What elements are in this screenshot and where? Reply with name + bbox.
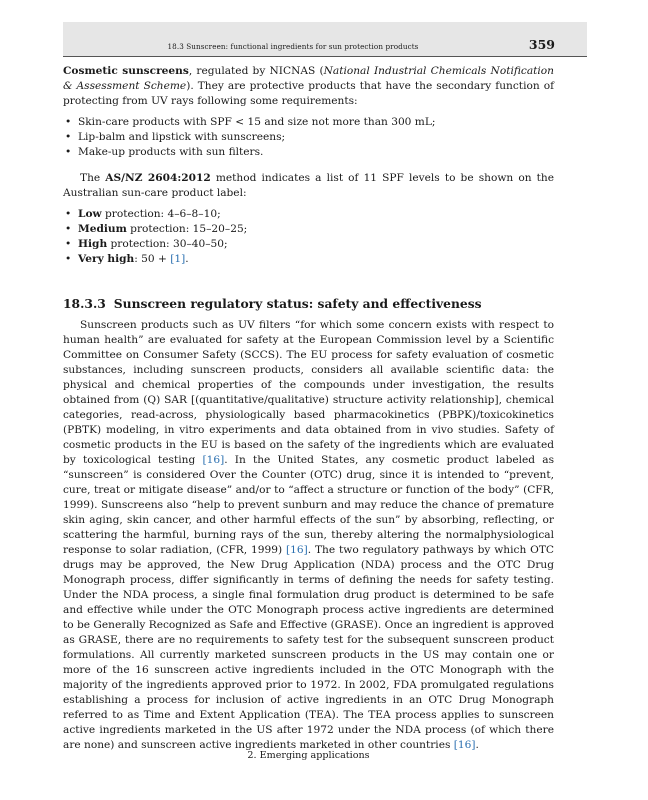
text: . [185,253,189,266]
text: Sunscreen products such as UV filters “for which some concern exists with respect to human health” are evaluated for safety at the European Commission level by a Scientific Committee on Consumer Safety (SCCS). The EU process for safety evaluation of cosmetic substances, including sunscreen products, considers all available scientific data: the physical and chemical properties of the compounds under investigation, the results obtained from (Q) SAR [(quantitative/qualitative) structure activity relationship], chemical categories, read-across, physiologically based pharmacokinetics (PBPK)/toxicokinetics (PBTK) modeling, in vitro experiments and data obtained from in vivo studies. Safety of cosmetic products in the EU is based on the safety of the ingredients which are evaluated by toxicological testing [63,319,554,467]
standard-name: AS/NZ 2604:2012 [105,171,211,184]
spf-level-label: Very high [78,253,135,266]
footer-part-title: 2. Emerging applications [247,750,370,761]
requirements-list [63,115,554,161]
text: ). They are protective products that have the secondary function of protecting from UV rays following some requirements: [63,80,555,107]
running-title: 18.3 Sunscreen: functional ingredients for sun protection products [167,42,419,51]
list-item: • Skin-care products with SPF < 15 and size not more than 300 mL; [63,115,554,130]
spf-level-label: High [78,238,108,251]
spf-level-label: Low [78,207,102,220]
section-title: Sunscreen regulatory status: safety and effectiveness [113,296,482,312]
spf-level-values: protection: 30–40–50; [107,238,228,251]
spf-level-values: protection: 4–6–8–10; [101,207,221,220]
list-item [63,237,554,252]
text: . The two regulatory pathways by which OTC drugs may be approved, the New Drug Application (NDA) process and the OTC Drug Monograph process, differ significantly in terms of defining the needs for safety testing. Under the NDA process, a single final formulation drug product is determined to be safe and effective while under the OTC Monograph process active ingredients are determined to be Generally Recognized as Safe and Effective (GRASE). Once an ingredient is approved as GRASE, there are no requirements to safety test for the subsequent sunscreen product formulations. All currently marketed sunscreen products in the US may contain one or more of the 16 sunscreen active ingredients included in the OTC Monograph with the majority of the ingredients approved prior to 1972. In 2002, FDA promulgated regulations establishing a process for inclusion of active ingredients in an OTC Drug Monograph referred to as Time and Extent Application (TEA). The TEA process applies to sunscreen active ingredients marketed in the US after 1972 under the NDA process (of which there are none) and sunscreen active ingredients marketed in other countries [63,544,554,752]
spf-level-values: protection: 15–20–25; [126,222,248,235]
citation-link[interactable]: [1] [170,253,186,266]
paragraph-asnz-method [63,171,554,201]
section-number: 18.3.3 [63,296,106,312]
citation-link[interactable]: [16] [285,544,308,557]
text: The [80,171,106,184]
list-item: • Lip-balm and lipstick with sunscreens; [63,130,554,145]
list-item: • Make-up products with sun filters. [63,145,554,160]
text: , regulated by NICNAS ( [188,65,324,77]
list-item [63,207,554,222]
section-heading [63,296,554,311]
header-rule [63,56,587,57]
text: method indicates a list of 11 SPF levels to be shown on the Australian sun-care product label: [63,171,554,199]
citation-link[interactable]: [16] [453,739,476,752]
nicnas-expansion: National Industrial Chemicals Notification & Assessment Scheme [63,65,555,92]
spf-level-values: : 50 + [134,253,171,266]
text: . [475,739,479,752]
spf-level-label: Medium [78,222,127,235]
paragraph-regulatory-status [63,318,554,753]
page-number: 359 [528,37,555,52]
paragraph-cosmetic-sunscreens [63,64,554,109]
list-item [63,252,554,267]
citation-link[interactable]: [16] [202,454,225,467]
spf-levels-list [63,207,554,268]
page-body [63,64,554,753]
term-cosmetic-sunscreens: Cosmetic sunscreens [63,65,189,77]
text: . In the United States, any cosmetic product labeled as “sunscreen” is considered Over the Counter (OTC) drug, since it is intended to “prevent, cure, treat or mitigate disease” and/or to “affect a structure or function of the body” (CFR, 1999). Sunscreens also “help to prevent sunburn and may reduce the chance of premature skin aging, skin cancer, and other harmful effects of the sun” by absorbing, reflecting, or scattering the harmful, burning rays of the sun, thereby altering the normalphysiological response to solar radiation, (CFR, 1999) [63,454,555,557]
list-item [63,222,554,237]
